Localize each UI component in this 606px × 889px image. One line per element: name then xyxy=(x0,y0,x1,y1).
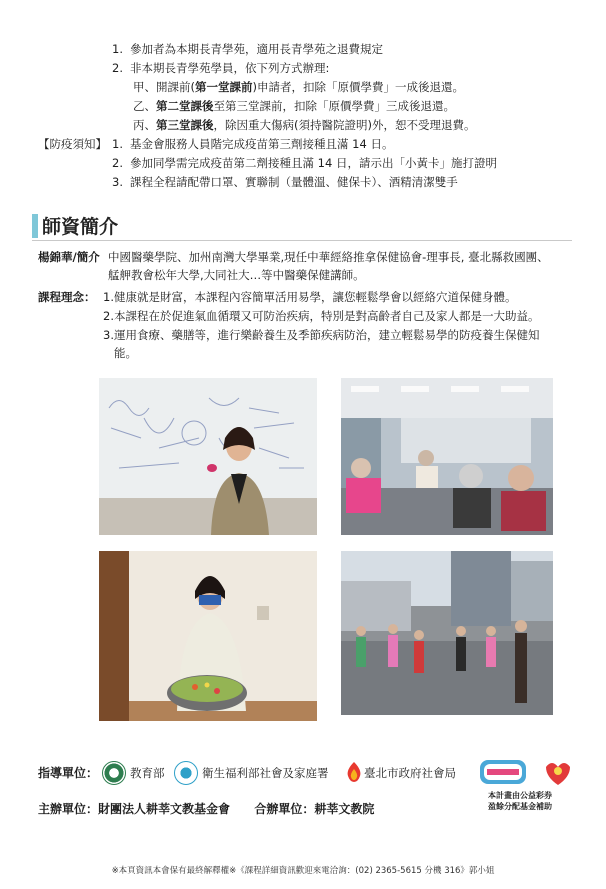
lottery-logo-icon xyxy=(480,757,576,787)
mohw-emblem-icon xyxy=(174,761,198,785)
photo-teacher-whiteboard xyxy=(99,378,317,535)
concept-num: 3. xyxy=(103,328,114,342)
section-title: 師資簡介 xyxy=(42,216,119,238)
epidemic-item-1 xyxy=(112,137,393,152)
concept-text: 能。 xyxy=(114,346,137,360)
sponsor-line-1: 本計畫由公益彩券 xyxy=(488,791,552,800)
guidance-label: 指導單位： xyxy=(38,766,99,780)
epidemic-text: 參加同學需完成疫苗第二劑接種且滿 14 日，請示出「小黃卡」施打證明 xyxy=(130,156,497,170)
mohw-logo-icon xyxy=(174,761,198,785)
rule-item-1 xyxy=(112,42,383,57)
epidemic-item-3 xyxy=(112,175,458,190)
epidemic-item-2 xyxy=(112,156,497,171)
sub-prefix: 甲、開課前( xyxy=(133,80,195,94)
co-host-label: 合辦單位： xyxy=(254,802,315,816)
sponsor-logos xyxy=(480,757,576,791)
epidemic-num: 3. xyxy=(112,175,123,189)
rule-sub-b xyxy=(133,99,455,114)
teacher-label: 楊錦華/簡介 xyxy=(38,250,100,264)
taipei-social-logo-icon xyxy=(344,761,364,787)
guidance-row xyxy=(38,762,98,784)
concept-item-3 xyxy=(103,328,539,343)
concept-text: 運用食療、藥膳等，進行樂齡養生及季節疾病防治，建立輕鬆易學的防疫養生保健知 xyxy=(113,328,540,342)
co-host-name: 耕莘文教院 xyxy=(314,802,375,816)
sub-suffix: 至第三堂課前，扣除「原價學費」三成後退還。 xyxy=(213,99,455,113)
host-row xyxy=(38,801,374,817)
photo-outdoor-exercise xyxy=(341,551,553,715)
sub-bold: 第三堂課後 xyxy=(156,118,214,132)
sub-suffix: )申請者，扣除「原價學費」一成後退還。 xyxy=(252,80,464,94)
epidemic-text: 課程全程請配帶口罩、實聯制（量體溫、健保卡）、酒精清潔雙手 xyxy=(130,175,458,189)
rule-sub-a xyxy=(133,80,464,95)
concept-item-3-cont xyxy=(114,346,137,361)
photo-cooking xyxy=(99,551,317,721)
host-label: 主辦單位： xyxy=(38,802,99,816)
org-taipei-social: 臺北市政府社會局 xyxy=(364,766,456,780)
rule-text: 參加者為本期長青學苑，適用長青學苑之退費規定 xyxy=(130,42,383,56)
sub-bold: 第二堂課後 xyxy=(156,99,214,113)
sponsor-line-2: 盈餘分配基金補助 xyxy=(488,802,552,811)
moe-emblem-icon xyxy=(102,761,126,785)
taipei-flame-icon xyxy=(344,761,364,783)
rule-sub-c xyxy=(133,118,475,133)
concept-label: 課程理念： xyxy=(38,290,96,304)
host-name: 財團法人耕莘文教基金會 xyxy=(98,802,231,816)
section-header xyxy=(32,210,572,241)
epidemic-text: 基金會服務人員階完成疫苗第三劑接種且滿 14 日。 xyxy=(130,137,394,151)
sub-bold: 第一堂課前 xyxy=(195,80,253,94)
epidemic-label: 【防疫須知】 xyxy=(38,137,107,151)
sponsor-note xyxy=(488,790,552,812)
rule-item-2 xyxy=(112,61,329,76)
concept-item-1 xyxy=(103,290,516,305)
concept-num: 1. xyxy=(103,290,114,304)
sub-prefix: 丙、 xyxy=(133,118,156,132)
org-moe: 教育部 xyxy=(130,766,165,780)
photo-classroom xyxy=(341,378,553,535)
teacher-line-1: 中國醫藥學院、加州南灣大學畢業,現任中華經絡推拿保健協會-理事長, 臺北縣救國團、 xyxy=(108,250,549,264)
sub-suffix: ，除因重大傷病(須持醫院證明)外，恕不受理退費。 xyxy=(213,118,476,132)
concept-text: 本課程在於促進氣血循環又可防治疾病，特別是對高齡者自己及家人都是一大助益。 xyxy=(113,309,540,323)
rule-text: 非本期長青學苑學員，依下列方式辦理: xyxy=(130,61,330,75)
title-accent-bar xyxy=(32,214,38,238)
epidemic-num: 1. xyxy=(112,137,123,151)
epidemic-num: 2. xyxy=(112,156,123,170)
rule-num: 1. xyxy=(112,42,123,56)
concept-item-2 xyxy=(103,309,539,324)
footer-contact: ※本頁資訊本會保有最終解釋權※《課程詳細資訊歡迎來電洽詢：(02) 2365-5615 分機 316》郭小姐 xyxy=(111,866,495,876)
moe-logo-icon xyxy=(102,761,126,785)
concept-num: 2. xyxy=(103,309,114,323)
concept-text: 健康就是財富，本課程內容簡單活用易學，讓您輕鬆學會以經絡穴道保健身體。 xyxy=(113,290,517,304)
teacher-line-2: 艋舺教會松年大學,大同社大…等中醫藥保健講師。 xyxy=(108,268,365,282)
sub-prefix: 乙、 xyxy=(133,99,156,113)
org-mohw: 衛生福利部社會及家庭署 xyxy=(202,766,329,780)
rule-num: 2. xyxy=(112,61,123,75)
